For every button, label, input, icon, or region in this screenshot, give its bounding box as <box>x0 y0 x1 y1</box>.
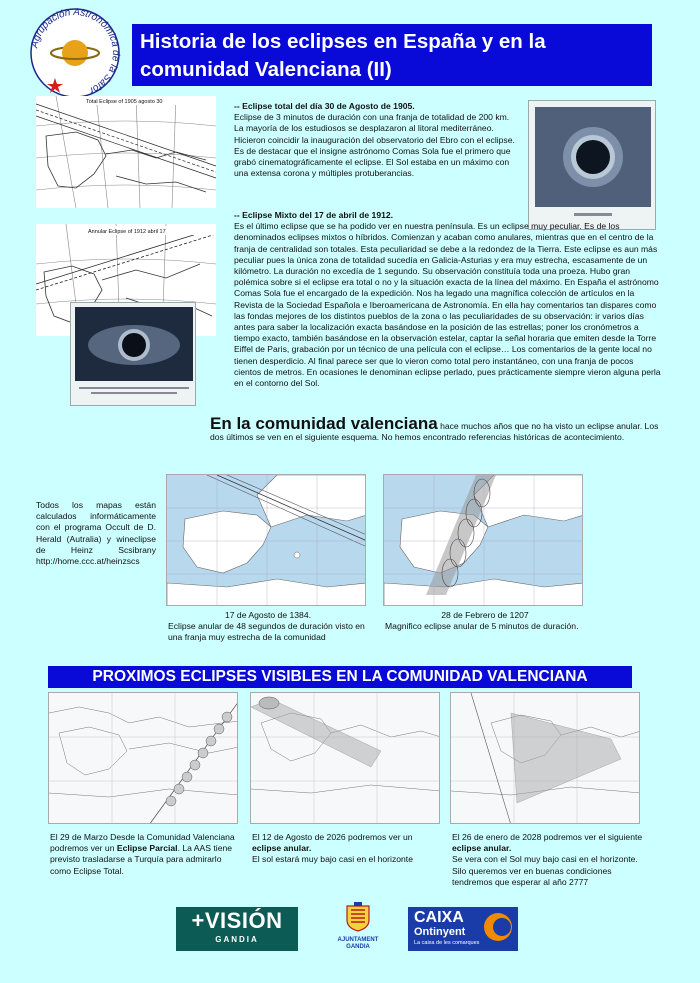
map1-label: Total Eclipse of 1905 agosto 30 <box>86 99 163 105</box>
caixa-main: CAIXA <box>414 909 464 926</box>
sponsor-vision-gandia <box>176 907 298 951</box>
map-eclipse-1384 <box>166 474 366 606</box>
eclipse-1912-section <box>234 210 662 389</box>
caption-upcoming-1-a: El 29 de Marzo Desde la Comunidad Valenciana podremos ver un <box>50 832 235 854</box>
caption-1384-body: Eclipse anular de 48 segundos de duración visto en una franja muy estrecha de la comunidad <box>168 621 365 643</box>
sponsor-caixa-ontinyent <box>408 907 518 951</box>
eclipse-1905-section <box>234 101 516 179</box>
ajuntament-line2: GANDIA <box>346 944 370 950</box>
logo-ring-text: Agrupación Astronómica de la Safor <box>29 6 122 96</box>
caption-upcoming-3-b: eclipse anular. <box>452 843 512 854</box>
caption-upcoming-2-a: El 12 de Agosto de 2026 podremos ver un <box>252 832 413 842</box>
maps-credit-note: Todos los mapas están calculados informáticamente con el programa Occult de D. Herald (Autralia) y wineclipse de Heinz Scsibrany http://home.ccc.at/heinzscs <box>36 500 156 567</box>
caption-upcoming-2-c: El sol estará muy bajo casi en el horizonte <box>252 854 413 865</box>
map-eclipse-2028 <box>450 692 640 824</box>
association-logo <box>28 6 122 100</box>
photo-eclipse-1912 <box>70 302 196 406</box>
caption-upcoming-1-c: . La AAS tiene previsto trasladarse a Turquía para admirarlo como Eclipse Total. <box>50 843 233 876</box>
map-eclipse-2025 <box>48 692 238 824</box>
caixa-tag: La caixa de les comarques <box>414 940 480 946</box>
caption-upcoming-1-b: Eclipse Parcial <box>116 843 178 854</box>
caption-1384-title: 17 de Agosto de 1384. <box>224 610 311 620</box>
caption-1384 <box>168 610 368 644</box>
eclipse-1912-body: Es el último eclipse que se ha podido ver en nuestra península. Es un eclipse muy peculiar. Es de los denominados eclipses mixtos o híbridos. Comienzan y acaban como anulares, mientras que en el centro de la franja de centralidad son totales. Esta peculiaridad se debe a la redondez de la Tierra. Este eclipse es aun más peculiar pues la única zona de totalidad sucedía en Galicia-Asturias y era muy estrecha, escasamente de un kilómetro. La duración no excedía de 1 segundo. Su observación constituía toda una proeza. Hubo gran polémica sobre si el eclipse era total o no y la situación exacta de la línea del máximo. En España el astrónomo Comas Sola fue el encargado de la expedición. Nos ha legado una magnífica colección de artículos en la Revista de la Sociedad Española e Iberoamericana de Astronomía. En ella hay comentarios tan dispares como las fondas mejores de los distintos pueblos de la zona o las peculiaridades de su observación: ir varios días antes para saber la localización exacta basándose en la posición de las estrellas; poner los cronómetros a tiempo exacto, también basándose en la observación estelar, captar la señal horaria que emiten desde la Torre Eiffel de Paris, grabación por un técnico de una película con el eclipse… Los comentarios de la gente local no tienen desperdicio. Al final parece ser que lo vieron como total pero instantáneo, con una franja de pocos cientos de metros. En ocasiones le denominan eclipse perlado, pues prácticamente siempre vieron alguna perla en el contorno del Sol. <box>234 221 661 389</box>
gandia-crest-icon <box>345 902 371 932</box>
map2-label: Annular Eclipse of 1912 abril 17 <box>88 229 166 235</box>
caption-upcoming-3-c: Se vera con el Sol muy bajo casi en el horizonte. Silo queremos ver en buenas condiciones tendremos que esperar al año 2777 <box>452 854 638 887</box>
map-eclipse-2026 <box>250 692 440 824</box>
ajuntament-line1: AJUNTAMENT <box>337 937 379 943</box>
caption-1207-body: Magnifico eclipse anular de 5 minutos de duración. <box>385 621 579 632</box>
eclipse-1905-body: Eclipse de 3 minutos de duración con una franja de totalidad de 200 km. La mayoría de los estudiosos se desplazaron al litoral mediterráneo. Hicieron coincidir la inauguración del observatorio del Ebro con el eclipse. Es de destacar que el insigne astrónomo Comas Sola fue el primero que grabó cinematográficamente el eclipse. El Sol estaba en un máximo con una extensa corona y múltiples protuberancias. <box>234 112 515 179</box>
caption-upcoming-2-b: eclipse anular. <box>252 843 312 854</box>
caption-1207-title: 28 de Febrero de 1207 <box>441 610 529 620</box>
sponsor-ajuntament-gandia <box>328 902 388 960</box>
caixa-logo-icon <box>482 911 514 943</box>
sponsor-vision-sub: GANDIA <box>215 935 259 944</box>
map-eclipse-1207 <box>383 474 583 606</box>
eclipse-1905-heading: -- Eclipse total del día 30 de Agosto de 1905. <box>234 101 415 111</box>
upcoming-eclipses-banner: PROXIMOS ECLIPSES VISIBLES EN LA COMUNIDAD VALENCIANA <box>48 666 632 688</box>
sponsor-vision-main: +VISIÓN <box>191 908 283 933</box>
eclipse-1912-heading: -- Eclipse Mixto del 17 de abril de 1912. <box>234 210 394 220</box>
valencia-body: hace muchos años que no ha visto un eclipse anular. Los dos últimos se ven en el siguiente esquema. No hemos encontrado referencias históricas de acontecimiento. <box>210 421 659 443</box>
valencia-section <box>210 414 665 443</box>
page-title: Historia de los eclipses en España y en la comunidad Valenciana (II) <box>132 24 652 86</box>
caption-upcoming-3 <box>452 832 652 888</box>
map-eclipse-1905 <box>36 96 216 208</box>
caption-upcoming-1 <box>50 832 238 877</box>
caption-upcoming-2 <box>252 832 440 866</box>
caption-1207 <box>385 610 585 632</box>
caixa-name: Ontinyent <box>414 926 466 938</box>
caption-upcoming-3-a: El 26 de enero de 2028 podremos ver el siguiente <box>452 832 643 842</box>
valencia-heading: En la comunidad valenciana <box>210 414 438 433</box>
